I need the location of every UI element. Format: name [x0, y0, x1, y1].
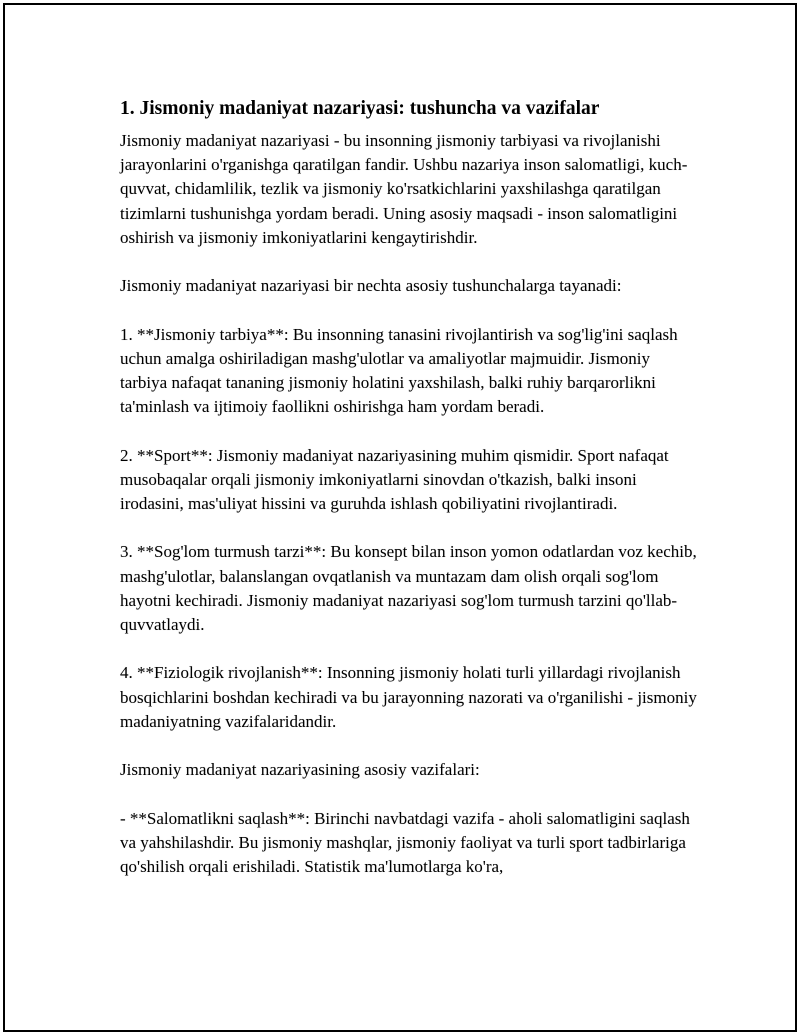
- paragraph-tasks-lead: Jismoniy madaniyat nazariyasining asosiy vazifalari:: [120, 760, 480, 780]
- list-item-physiological-development: 4. **Fiziologik rivojlanish**: Insonning jismoniy holati turli yillardagi rivojlanish bosqichlarini boshdan kechiradi va bu jarayonning nazorati va o'rganilishi - jismoniy madaniyatning vazifalaridandir.: [120, 663, 697, 731]
- document-body: [120, 97, 700, 903]
- section-heading: 1. Jismoniy madaniyat nazariyasi: tushuncha va vazifalar: [120, 98, 600, 119]
- document-page: [3, 3, 797, 1032]
- paragraph-intro: Jismoniy madaniyat nazariyasi - bu insonning jismoniy tarbiyasi va rivojlanishi jarayonlarini o'rganishga qaratilgan fandir. Ushbu nazariya inson salomatligi, kuch-quvvat, chidamlilik, tezlik va jismoniy ko'rsatkichlarini yaxshilashga qaratilgan tizimlarni tushunishga yordam beradi. Uning asosiy maqsadi - inson salomatligini oshirish va jismoniy imkoniyatlarini kengaytirishdir.: [120, 131, 688, 247]
- paragraph-concepts-lead: Jismoniy madaniyat nazariyasi bir nechta asosiy tushunchalarga tayanadi:: [120, 276, 622, 296]
- list-item-sport: 2. **Sport**: Jismoniy madaniyat nazariyasining muhim qismidir. Sport nafaqat musobaqalar orqali jismoniy imkoniyatlarni sinovdan o'tkazish, balki insoni irodasini, mas'uliyat hissini va guruhda ishlash qobiliyatini rivojlantiradi.: [120, 445, 669, 513]
- list-item-physical-education: 1. **Jismoniy tarbiya**: Bu insonning tanasini rivojlantirish va sog'lig'ini saqlash uchun amalga oshiriladigan mashg'ulotlar va amaliyotlar majmuidir. Jismoniy tarbiya nafaqat tananing jismoniy holatini yaxshilash, balki ruhiy barqarorlikni ta'minlash va ijtimoiy faollikni oshirishga ham yordam beradi.: [120, 324, 678, 417]
- list-item-healthy-lifestyle: 3. **Sog'lom turmush tarzi**: Bu konsept bilan inson yomon odatlardan voz kechib, mashg'ulotlar, balanslangan ovqatlanish va muntazam dam olish orqali sog'lom hayotni kechiradi. Jismoniy madaniyat nazariyasi sog'lom turmush tarzini qo'llab-quvvatlaydi.: [120, 542, 697, 634]
- list-item-health-preservation: - **Salomatlikni saqlash**: Birinchi navbatdagi vazifa - aholi salomatligini saqlash va yahshilashdir. Bu jismoniy mashqlar, jismoniy faoliyat va turli sport tadbirlariga qo'shilish orqali erishiladi. Statistik ma'lumotlarga ko'ra,: [120, 808, 690, 876]
